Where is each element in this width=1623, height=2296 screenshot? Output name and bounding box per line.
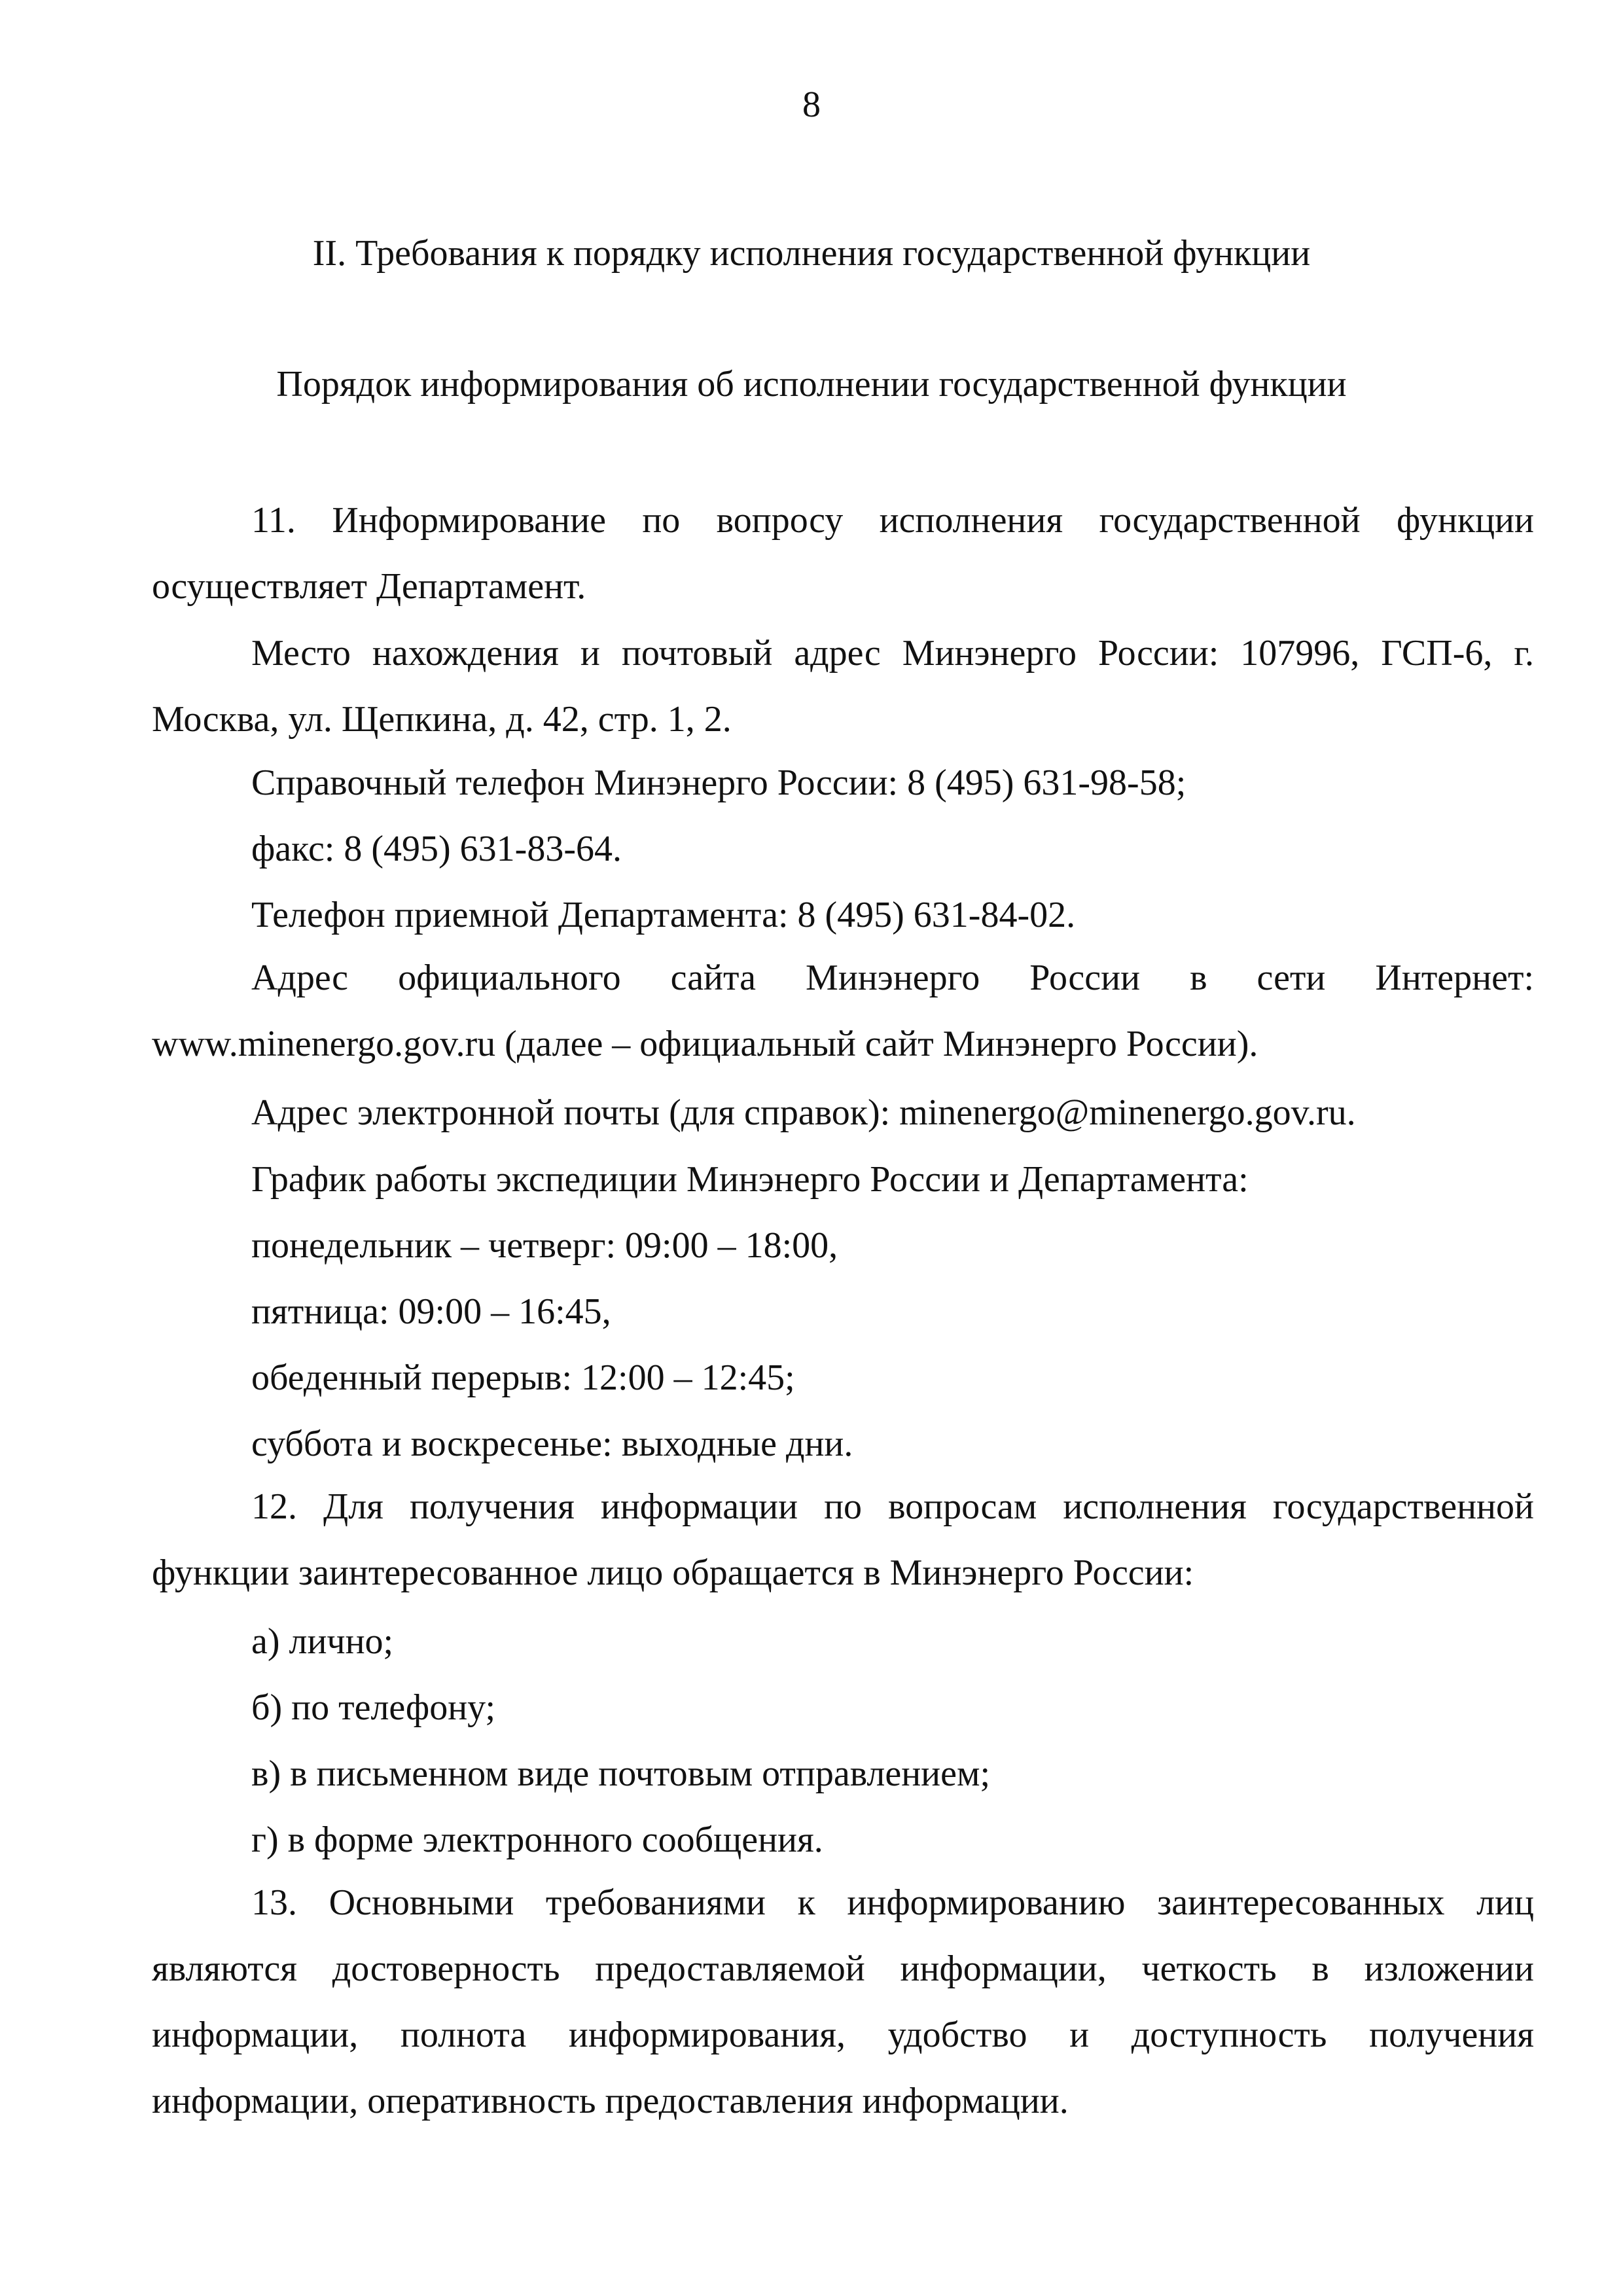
schedule-friday: пятница: 09:00 – 16:45, — [251, 1291, 611, 1332]
list-item-a: а) лично; — [251, 1621, 394, 1662]
email-line: Адрес электронной почты (для справок): minenergo@minenergo.gov.ru. — [251, 1092, 1356, 1133]
list-item-b: б) по телефону; — [251, 1687, 495, 1728]
reception-phone-line: Телефон приемной Департамента: 8 (495) 631-84-02. — [251, 895, 1076, 935]
list-item-c: в) в письменном виде почтовым отправлением; — [251, 1753, 990, 1794]
schedule-lunch: обеденный перерыв: 12:00 – 12:45; — [251, 1357, 795, 1398]
phone-line: Справочный телефон Минэнерго России: 8 (495) 631-98-58; — [251, 762, 1186, 803]
schedule-title: График работы экспедиции Минэнерго России и Департамента: — [251, 1159, 1249, 1200]
schedule-weekend: суббота и воскресенье: выходные дни. — [251, 1424, 853, 1464]
page-number: 8 — [802, 84, 821, 125]
paragraph-11: 11. Информирование по вопросу исполнения государственной функции осуществляет Департамент. — [152, 500, 1534, 607]
schedule-mon-thu: понедельник – четверг: 09:00 – 18:00, — [251, 1225, 838, 1266]
section-title: II. Требования к порядку исполнения государственной функции — [312, 233, 1311, 274]
fax-line: факс: 8 (495) 631-83-64. — [251, 829, 622, 869]
subsection-title: Порядок информирования об исполнении государственной функции — [276, 364, 1347, 404]
list-item-d: г) в форме электронного сообщения. — [251, 1820, 823, 1860]
paragraph-12: 12. Для получения информации по вопросам исполнения государственной функции заинтересованное лицо обращается в Минэнерго России: — [152, 1486, 1534, 1593]
paragraph-13: 13. Основными требованиями к информированию заинтересованных лиц являются достоверность предоставляемой информации, четкость в изложении информации, полнота информирования, удобство и доступность получения информации, оперативность предоставления информации. — [152, 1882, 1534, 2121]
website-paragraph: Адрес официального сайта Минэнерго России в сети Интернет: www.minenergo.gov.ru (далее – официальный сайт Минэнерго России). — [152, 958, 1534, 1064]
address-paragraph: Место нахождения и почтовый адрес Минэнерго России: 107996, ГСП-6, г. Москва, ул. Щепкина, д. 42, стр. 1, 2. — [152, 633, 1534, 740]
